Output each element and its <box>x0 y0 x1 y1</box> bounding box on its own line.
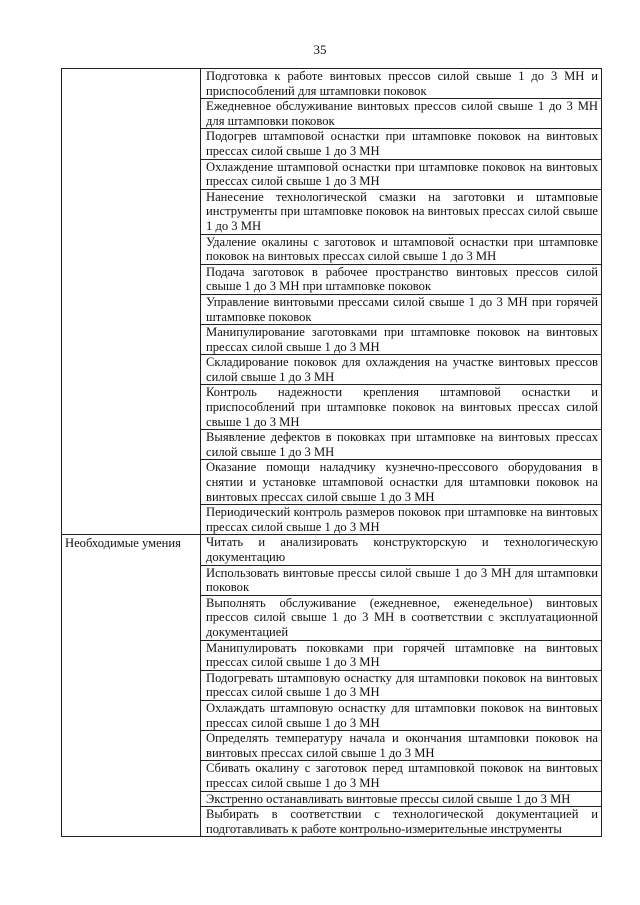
table-cell: Подготовка к работе винтовых прессов силой свыше 1 до 3 МН и приспособлений для штамповки поковок <box>201 69 602 99</box>
table-cell: Оказание помощи наладчику кузнечно-прессового оборудования в снятии и установке штамповой оснастки для штамповки поковок на винтовых прессах силой свыше 1 до 3 МН <box>201 460 602 505</box>
table-cell: Периодический контроль размеров поковок при штамповке на винтовых прессах силой свыше 1 до 3 МН <box>201 505 602 535</box>
table-cell: Манипулировать поковками при горячей штамповке на винтовых прессах силой свыше 1 до 3 МН <box>201 640 602 670</box>
table-cell: Манипулирование заготовками при штамповке поковок на винтовых прессах силой свыше 1 до 3 МН <box>201 325 602 355</box>
table-cell: Контроль надежности крепления штамповой оснастки и приспособлений при штамповке поковок на винтовых прессах силой свыше 1 до 3 МН <box>201 385 602 430</box>
table-cell: Складирование поковок для охлаждения на участке винтовых прессов силой свыше 1 до 3 МН <box>201 355 602 385</box>
skills-label: Необходимые умения <box>62 535 201 837</box>
table-cell: Охлаждение штамповой оснастки при штамповке поковок на винтовых прессах силой свыше 1 до 3 МН <box>201 159 602 189</box>
table-cell: Подогрев штамповой оснастки при штамповке поковок на винтовых прессах силой свыше 1 до 3 МН <box>201 129 602 159</box>
table-cell: Выполнять обслуживание (ежедневное, еженедельное) винтовых прессов силой свыше 1 до 3 МН в соответствии с эксплуатационной документацией <box>201 595 602 640</box>
table-row <box>62 535 602 565</box>
table-row <box>62 69 602 99</box>
table-cell: Экстренно останавливать винтовые прессы силой свыше 1 до 3 МН <box>201 791 602 807</box>
table-cell: Подача заготовок в рабочее пространство винтовых прессов силой свыше 1 до 3 МН при штамповке поковок <box>201 264 602 294</box>
table-cell: Охлаждать штамповую оснастку для штамповки поковок на винтовых прессах силой свыше 1 до 3 МН <box>201 700 602 730</box>
page-number: 35 <box>313 42 327 57</box>
table-cell: Управление винтовыми прессами силой свыше 1 до 3 МН при горячей штамповке поковок <box>201 294 602 324</box>
table-cell: Удаление окалины с заготовок и штамповой оснастки при штамповке поковок на винтовых прессах силой свыше 1 до 3 МН <box>201 234 602 264</box>
table-cell: Использовать винтовые прессы силой свыше 1 до 3 МН для штамповки поковок <box>201 565 602 595</box>
table-cell: Ежедневное обслуживание винтовых прессов силой свыше 1 до 3 МН для штамповки поковок <box>201 99 602 129</box>
requirements-table <box>61 68 602 837</box>
table-cell: Определять температуру начала и окончания штамповки поковок на винтовых прессах силой свыше 1 до 3 МН <box>201 731 602 761</box>
table-cell: Подогревать штамповую оснастку для штамповки поковок на винтовых прессах силой свыше 1 до 3 МН <box>201 670 602 700</box>
table-cell: Выявление дефектов в поковках при штамповке на винтовых прессах силой свыше 1 до 3 МН <box>201 430 602 460</box>
labor-actions-label-cell <box>62 69 201 535</box>
table-cell: Читать и анализировать конструкторскую и технологическую документацию <box>201 535 602 565</box>
table-cell: Выбирать в соответствии с технологической документацией и подготавливать к работе контрольно-измерительные инструменты <box>201 807 602 837</box>
table-cell: Нанесение технологической смазки на заготовки и штамповые инструменты при штамповке поковок на винтовых прессах силой свыше 1 до 3 МН <box>201 189 602 234</box>
table-cell: Сбивать окалину с заготовок перед штамповкой поковок на винтовых прессах силой свыше 1 до 3 МН <box>201 761 602 791</box>
